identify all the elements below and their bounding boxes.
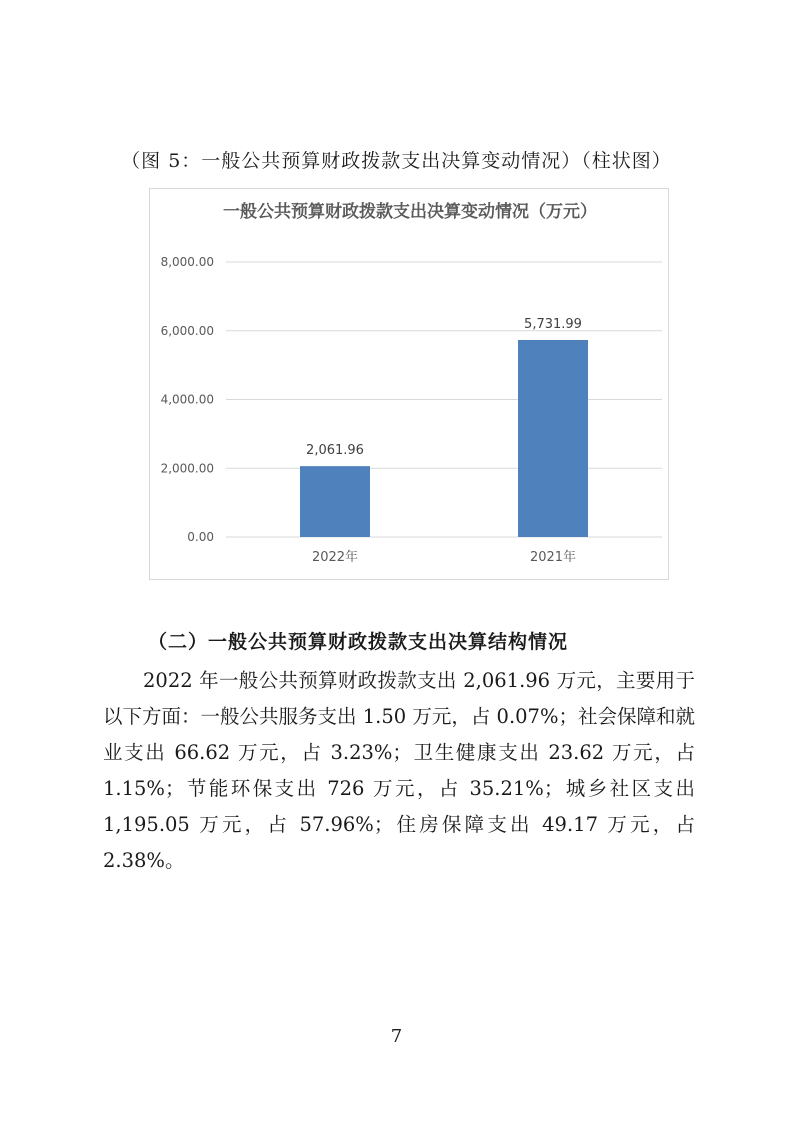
y-tick-label: 2,000.00 [160,461,214,476]
bar [300,466,370,537]
section-heading: （二）一般公共预算财政拨款支出决算结构情况 [148,631,569,653]
y-tick-label: 8,000.00 [160,255,214,269]
bars [300,340,588,537]
figure-caption: （图 5：一般公共预算财政拨款支出决算变动情况）（柱状图） [121,150,672,172]
body-paragraph: 2022 年一般公共预算财政拨款支出 2,061.96 万元，主要用于以下方面：一般公共服务支出 1.50 万元，占 0.07%；社会保障和就业支出 66.62 万元，占 3.23%；卫生健康支出 23.62 万元，占 1.15%；节能环保支出 726 万元，占 35.21%；城乡社区支出 1,195.05 万元，占 57.96%；住房保障支出 49.17 万元，占 2.38%。 [103,669,695,872]
data-label: 5,731.99 [524,316,582,332]
bar [518,340,588,537]
y-tick-label: 6,000.00 [160,323,214,338]
x-tick-label: 2022年 [311,550,359,565]
y-axis-ticks [161,255,214,544]
chart-title: 一般公共预算财政拨款支出决算变动情况（万元） [223,202,597,222]
chart-svg [150,189,670,581]
gridlines [226,262,662,537]
x-axis-ticks [312,549,576,565]
x-tick-label: 2021年 [529,550,577,565]
page-number: 7 [390,1026,403,1047]
bar-chart [149,188,669,580]
y-tick-label: 4,000.00 [160,392,214,407]
data-label: 2,061.96 [306,443,364,459]
y-tick-label: 0.00 [187,530,214,544]
